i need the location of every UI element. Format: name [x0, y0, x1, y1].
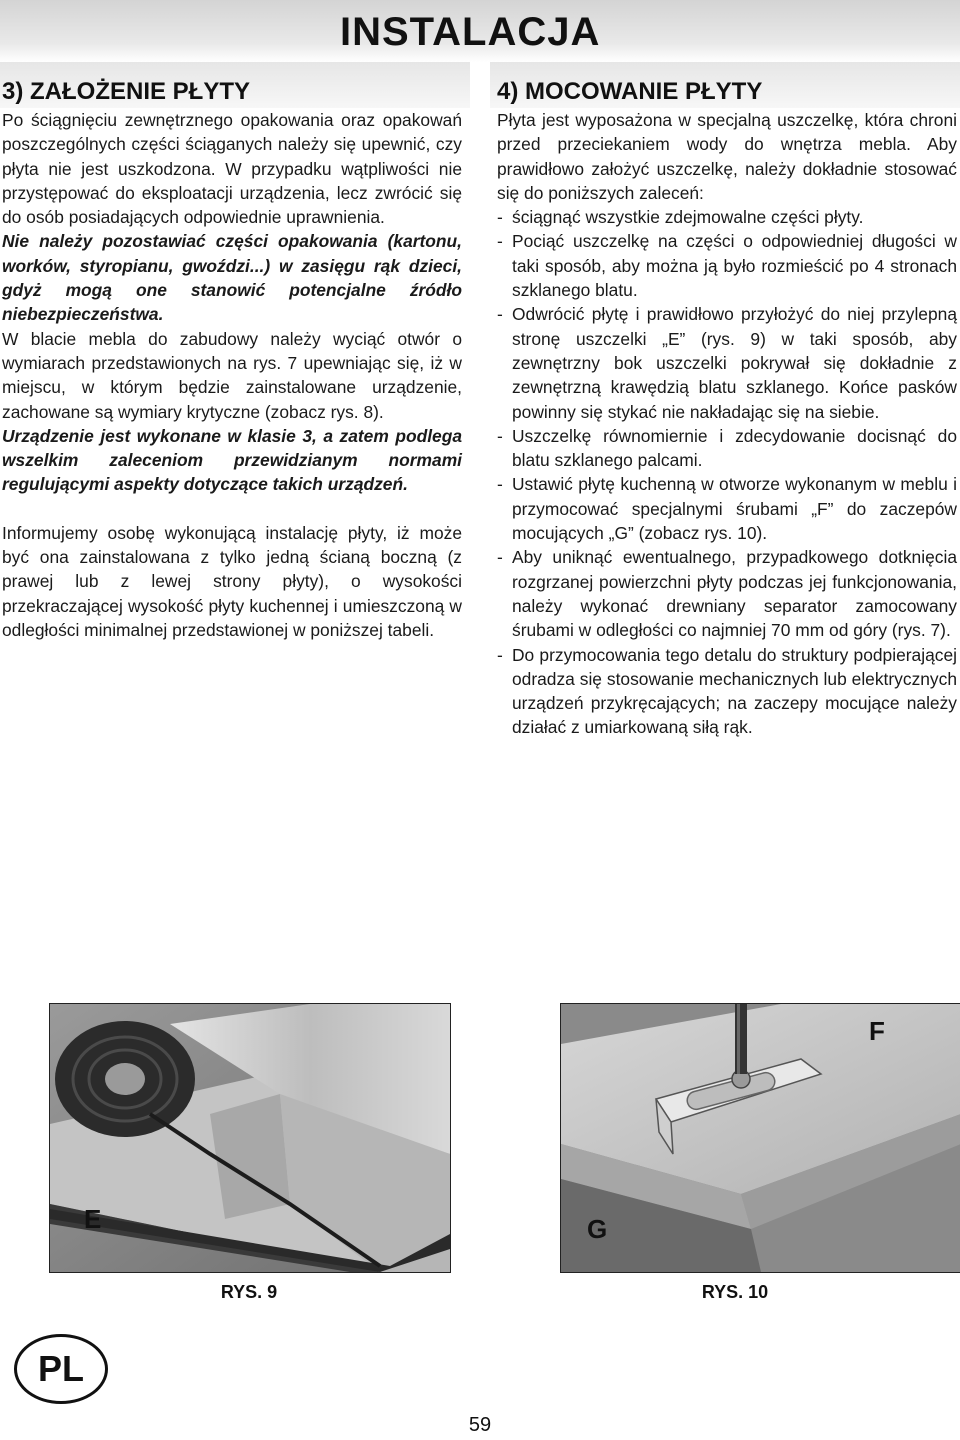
gasket-illustration [50, 1004, 450, 1272]
list-item [497, 302, 957, 423]
list-item-text: Aby uniknąć ewentualnego, przypadkowego dotknięcia rozgrzanej powierzchni płyty podczas jej funkcjonowania, należy wykonać drewniany separator zamocowany śrubami w odległości co najmniej 70 mm od góry (rys. 7). [512, 547, 957, 641]
left-column [2, 108, 462, 642]
gasket-roll [55, 1021, 195, 1137]
list-item-text: Do przymocowania tego detalu do struktury podpierającej odradza się stosowanie mechanicznych lub elektrycznych urządzeń przykręcających; na zaczepy mocujące należy działać z umiarkowaną siłą rąk. [512, 644, 957, 738]
paragraph-gasket-intro: Płyta jest wyposażona w specjalną uszczelkę, która chroni przed przeciekaniem wody do wnętrza mebla. Aby prawidłowo założyć uszczelkę, należy dokładnie stosować się do poniższych zaleceń: [497, 110, 957, 203]
list-item-text: Odwrócić płytę i prawidłowo przyłożyć do niej przylepną stronę uszczelki „E” (rys. 9) w taki sposób, aby zewnętrzny bok uszczelki pokrywał się dokładnie z zewnętrzną krawędzią blatu szklanego. Końce pasków powinny się stykać nie nakładając się na siebie. [512, 304, 957, 422]
list-item-text: ściągnąć wszystkie zdejmowalne części płyty. [512, 207, 864, 228]
list-item [497, 472, 957, 545]
caption-fig9: RYS. 9 [220, 1282, 278, 1302]
page-number: 59 [468, 1414, 492, 1436]
warning-packaging: Nie należy pozostawiać części opakowania (kartonu, worków, styropianu, gwoździ...) w zasięgu rąk dzieci, gdyż mogą one stanowić potencjalne źródło niebezpieczeństwa. [2, 231, 462, 325]
page-title: INSTALACJA [340, 10, 601, 54]
list-item [497, 545, 957, 642]
caption-fig10: RYS. 10 [701, 1282, 769, 1302]
language-badge: PL [14, 1334, 108, 1404]
list-item [497, 424, 957, 473]
list-item-text: Pociąć uszczelkę na części o odpowiedniej długości w taki sposób, aby można ją było rozmieścić po 4 stronach szklanego blatu. [512, 231, 957, 301]
section-title-installation: 3) ZAŁOŻENIE PŁYTY [2, 78, 251, 105]
dash-marker: - [497, 304, 503, 325]
list-item [497, 643, 957, 740]
paragraph-unpacking: Po ściągnięciu zewnętrznego opakowania oraz opakowań poszczególnych części ściąganych należy się upewnić, czy płyta nie jest uszkodzona. W przypadku wątpliwości nie przystępować do eksploatacji urządzenia, lecz zwrócić się do osób posiadających odpowiednie uprawnienia. [2, 110, 462, 228]
label-f: F [869, 1016, 885, 1046]
list-item-text: Uszczelkę równomiernie i zdecydowanie docisnąć do blatu szklanego palcami. [512, 425, 957, 471]
list-item [497, 205, 957, 229]
list-item [497, 229, 957, 302]
figure-gasket-photo [49, 1003, 451, 1273]
right-column [497, 108, 957, 740]
figure-bracket-photo [560, 1003, 960, 1273]
instruction-list [497, 205, 957, 740]
dash-marker: - [497, 231, 503, 252]
dash-marker: - [497, 425, 503, 446]
label-e: E [84, 1204, 102, 1234]
bracket-illustration [561, 1004, 960, 1272]
dash-marker: - [497, 644, 503, 665]
warning-class3: Urządzenie jest wykonane w klasie 3, a zatem podlega wszelkim zaleceniom przewidzianym normami regulującymi aspekty dotyczące takich urządzeń. [2, 425, 462, 495]
paragraph-side-wall: Informujemy osobę wykonującą instalację płyty, iż może być ona zainstalowana z tylko jedną ścianą boczną (z prawej lub z lewej strony płyty), o wysokości przekraczającej wysokość płyty kuchennej i umieszczoną w odległości minimalnej przedstawionej w poniższej tabeli. [2, 522, 462, 640]
spacer [2, 497, 462, 521]
list-item-text: Ustawić płytę kuchenną w otworze wykonanym w meblu i przymocować specjalnymi śrubami „F” do zaczepów mocujących „G” (zobacz rys. 10). [512, 474, 957, 544]
label-g: G [587, 1214, 608, 1244]
dash-marker: - [497, 474, 503, 495]
dash-marker: - [497, 207, 503, 228]
paragraph-cutout: W blacie mebla do zabudowy należy wyciąć otwór o wymiarach przedstawionych na rys. 7 upewniając się, iż w miejscu, w którym będzie zainstalowane urządzenie, zachowane są wymiary krytyczne (zobacz rys. 8). [2, 328, 462, 422]
dash-marker: - [497, 547, 503, 568]
section-title-mounting: 4) MOCOWANIE PŁYTY [497, 78, 763, 105]
